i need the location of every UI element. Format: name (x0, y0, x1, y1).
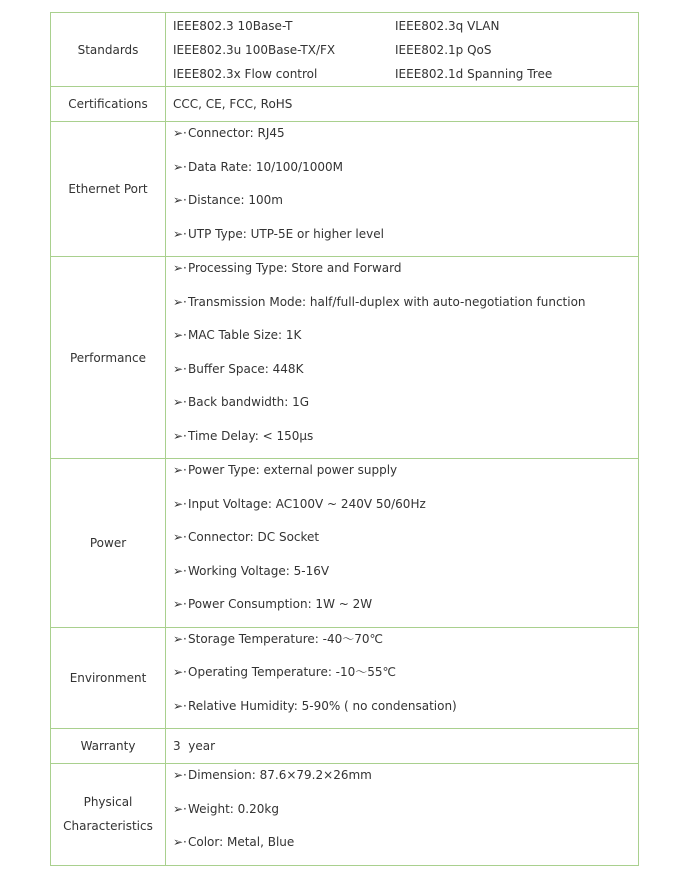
value-warranty (166, 729, 639, 764)
spec-text: Input Voltage: AC100V ~ 240V 50/60Hz (188, 496, 426, 511)
row-standards (51, 13, 639, 87)
standard-item: IEEE802.3 10Base-T (173, 18, 293, 33)
spec-text: Processing Type: Store and Forward (188, 261, 402, 275)
arrow-bullet-icon: ➢· (173, 328, 187, 342)
spec-line (173, 189, 634, 223)
value-certifications (166, 87, 639, 122)
spec-text: Back bandwidth: 1G (188, 395, 310, 409)
spec-line (173, 493, 634, 527)
spec-text: Buffer Space: 448K (188, 361, 304, 376)
arrow-bullet-icon: ➢· (173, 835, 187, 849)
row-ethernet-port (51, 122, 639, 257)
spec-line (173, 798, 634, 832)
label-warranty: Warranty (51, 729, 166, 764)
arrow-bullet-icon: ➢· (173, 698, 187, 713)
spec-text: UTP Type: UTP-5E or higher level (188, 226, 384, 241)
spec-text: Weight: 0.20kg (188, 801, 279, 816)
spec-text: Distance: 100m (188, 193, 283, 207)
spec-line (173, 459, 634, 493)
value-standards (166, 13, 639, 87)
label-environment: Environment (51, 627, 166, 729)
row-physical (51, 764, 639, 866)
spec-line (173, 661, 634, 695)
spec-line (173, 223, 634, 257)
spec-line (173, 257, 634, 291)
arrow-bullet-icon: ➢· (173, 530, 187, 544)
standards-list (173, 14, 634, 86)
spec-line (173, 831, 634, 865)
row-power (51, 459, 639, 628)
spec-text: Power Type: external power supply (188, 463, 398, 477)
arrow-bullet-icon: ➢· (173, 597, 187, 611)
spec-line (173, 358, 634, 392)
label-ethernet-port: Ethernet Port (51, 122, 166, 257)
row-environment (51, 627, 639, 729)
spec-text: Connector: DC Socket (188, 530, 320, 544)
spec-table (50, 12, 639, 866)
spec-line (173, 425, 634, 459)
label-physical-line2: Characteristics (63, 819, 153, 834)
value-environment (166, 627, 639, 729)
arrow-bullet-icon: ➢· (173, 395, 187, 409)
spec-text: Power Consumption: 1W ~ 2W (188, 597, 373, 611)
label-physical-line1: Physical (83, 795, 133, 810)
arrow-bullet-icon: ➢· (173, 226, 187, 241)
certifications-text: CCC, CE, FCC, RoHS (173, 97, 293, 111)
spec-line (173, 560, 634, 594)
spec-text: Transmission Mode: half/full-duplex with auto-negotiation function (188, 294, 586, 309)
arrow-bullet-icon: ➢· (173, 768, 187, 782)
value-ethernet-port (166, 122, 639, 257)
standard-item: IEEE802.3u 100Base-TX/FX (173, 42, 336, 57)
spec-line (173, 391, 634, 425)
standard-item: IEEE802.1d Spanning Tree (395, 66, 553, 81)
spec-line (173, 526, 634, 560)
arrow-bullet-icon: ➢· (173, 563, 187, 578)
spec-line (173, 122, 634, 156)
spec-line (173, 695, 634, 729)
arrow-bullet-icon: ➢· (173, 126, 187, 140)
arrow-bullet-icon: ➢· (173, 294, 187, 309)
label-power: Power (51, 459, 166, 628)
spec-line (173, 628, 634, 662)
spec-text: MAC Table Size: 1K (188, 328, 302, 342)
arrow-bullet-icon: ➢· (173, 261, 187, 275)
value-physical (166, 764, 639, 866)
spec-line (173, 324, 634, 358)
spec-text: Color: Metal, Blue (188, 835, 295, 849)
spec-line (173, 593, 634, 627)
label-certifications: Certifications (51, 87, 166, 122)
standard-item: IEEE802.1p QoS (395, 42, 492, 57)
spec-text: Working Voltage: 5-16V (188, 563, 330, 578)
value-power (166, 459, 639, 628)
spec-text: Operating Temperature: -10～55℃ (188, 665, 397, 679)
spec-text: Connector: RJ45 (188, 126, 285, 140)
spec-line (173, 291, 634, 325)
arrow-bullet-icon: ➢· (173, 428, 187, 443)
label-performance: Performance (51, 257, 166, 459)
arrow-bullet-icon: ➢· (173, 463, 187, 477)
arrow-bullet-icon: ➢· (173, 801, 187, 816)
spec-text: Data Rate: 10/100/1000M (188, 159, 343, 174)
label-standards: Standards (51, 13, 166, 87)
spec-text: Time Delay: < 150μs (188, 428, 314, 443)
arrow-bullet-icon: ➢· (173, 631, 187, 646)
spec-text: Relative Humidity: 5-90% ( no condensation) (188, 698, 457, 713)
spec-line (173, 764, 634, 798)
arrow-bullet-icon: ➢· (173, 496, 187, 511)
arrow-bullet-icon: ➢· (173, 665, 187, 679)
standard-item: IEEE802.3q VLAN (395, 18, 500, 33)
spec-line (173, 156, 634, 190)
arrow-bullet-icon: ➢· (173, 193, 187, 207)
arrow-bullet-icon: ➢· (173, 361, 187, 376)
warranty-text: 3 year (173, 739, 216, 753)
label-physical (51, 764, 166, 866)
row-performance (51, 257, 639, 459)
arrow-bullet-icon: ➢· (173, 159, 187, 174)
standard-item: IEEE802.3x Flow control (173, 66, 318, 81)
spec-text: Dimension: 87.6×79.2×26mm (188, 768, 372, 782)
row-certifications (51, 87, 639, 122)
value-performance (166, 257, 639, 459)
spec-text: Storage Temperature: -40～70℃ (188, 631, 383, 646)
row-warranty (51, 729, 639, 764)
